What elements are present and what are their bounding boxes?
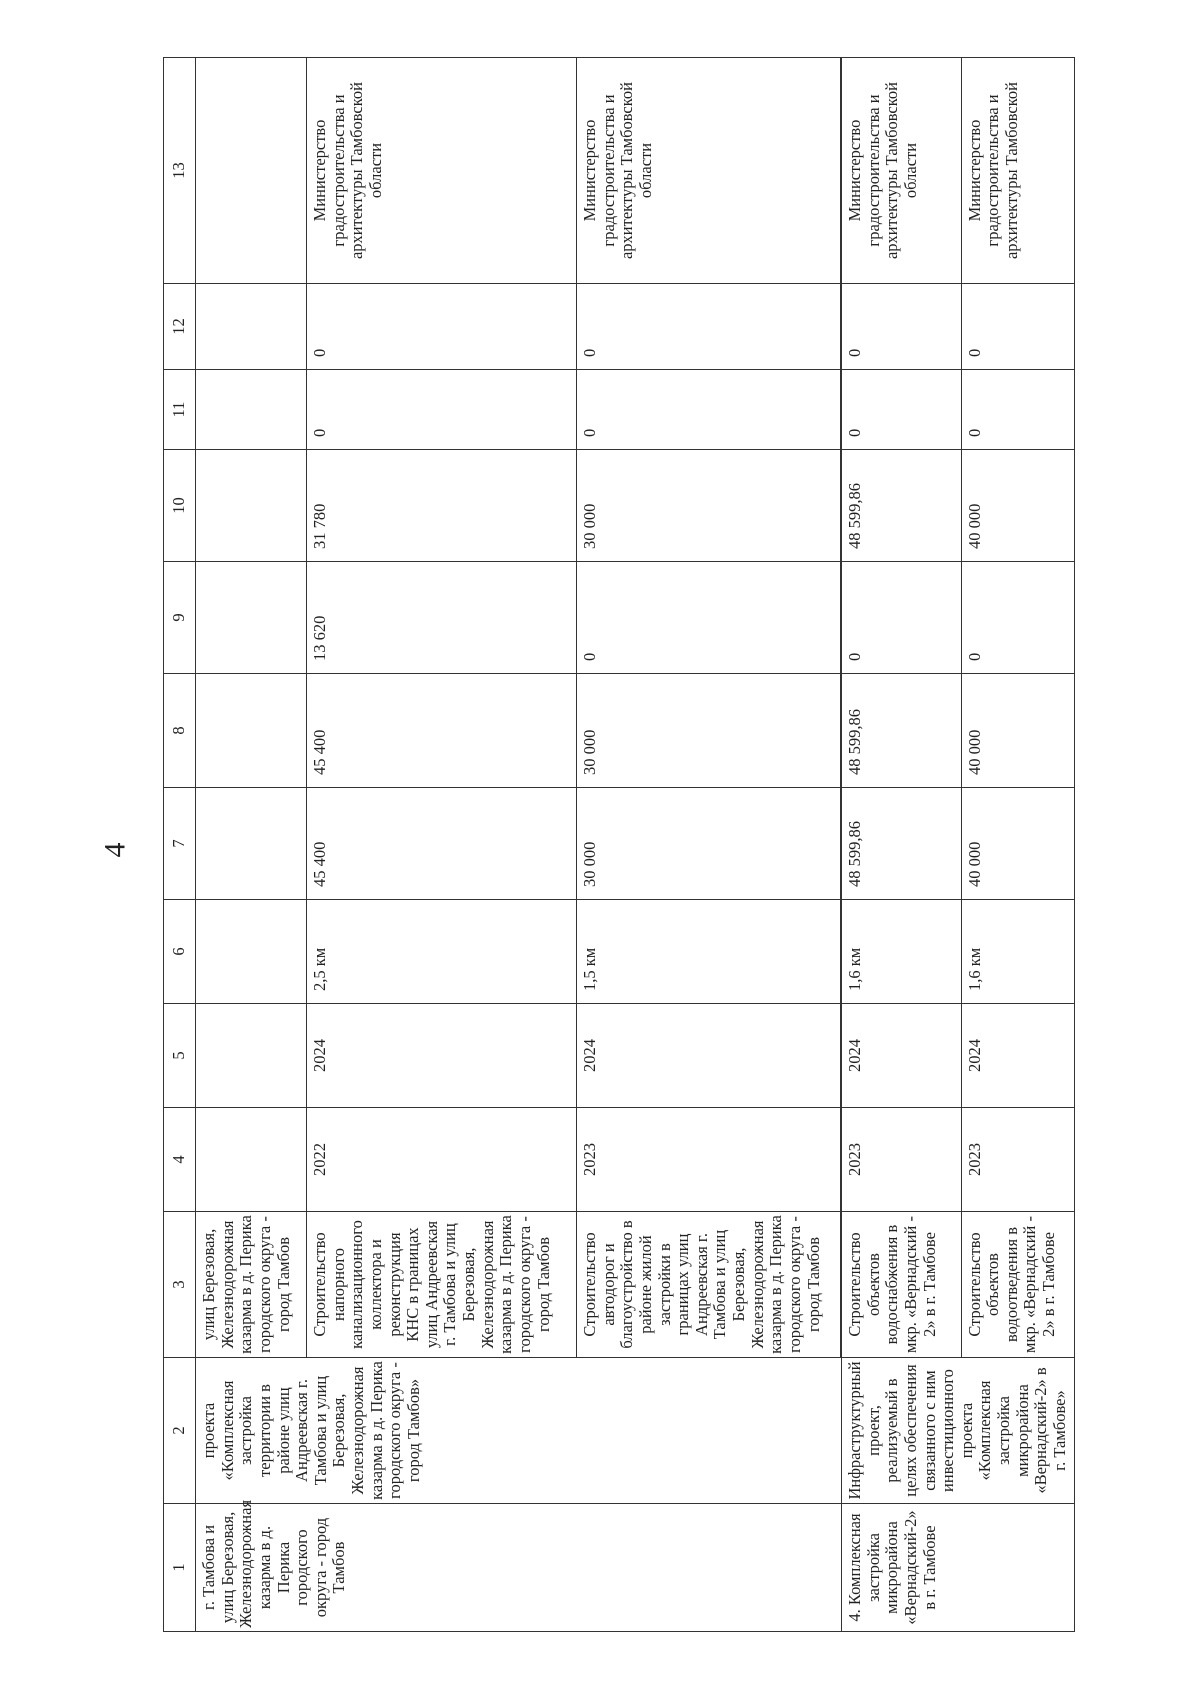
header-cell: 7 (164, 788, 196, 900)
empty-cell (196, 900, 307, 1004)
empty-cell (196, 284, 307, 370)
cost-cell: 0 (577, 284, 841, 370)
cost-cell: 30 000 (577, 674, 841, 788)
cost-cell: 13 620 (307, 562, 577, 674)
start-year-cell: 2022 (307, 1108, 577, 1212)
cost-cell: 0 (577, 370, 841, 450)
project-description-cell: Инфраструктурный проект, реализуемый в целях обеспечения связанного с ним инвестиционного проекта «Комплексная застройка микрорайона «Вернадский-2» в г. Тамбове» (842, 1358, 1075, 1504)
cost-cell: 48 599,86 (842, 450, 962, 562)
start-year-cell: 2023 (577, 1108, 841, 1212)
length-cell: 1,6 км (842, 900, 962, 1004)
total-cost-cell: 40 000 (961, 788, 1074, 900)
responsible-cell: Министерство градостроительства и архитектуры Тамбовской (961, 58, 1074, 284)
table-row (842, 58, 962, 1632)
cost-cell: 0 (842, 284, 962, 370)
header-cell: 9 (164, 562, 196, 674)
length-cell: 1,6 км (961, 900, 1074, 1004)
object-name-cell: улиц Березовая, Железнодорожная казарма в д. Перика городского округа - город Тамбов (196, 1212, 307, 1358)
responsible-cell: Министерство градостроительства и архитектуры Тамбовской области (577, 58, 841, 284)
empty-cell (577, 1358, 842, 1504)
project-location-cell: г. Тамбова и улиц Березовая, Железнодорожная казарма в д. Перика городского округа - город Тамбов (196, 1504, 842, 1632)
cost-cell: 0 (842, 370, 962, 450)
projects-table (163, 57, 1075, 1632)
table-row (577, 58, 841, 1632)
total-cost-cell: 45 400 (307, 788, 577, 900)
total-cost-cell: 48 599,86 (842, 788, 962, 900)
header-cell: 1 (164, 1504, 196, 1632)
cost-cell: 40 000 (961, 450, 1074, 562)
object-name-cell: Строительство напорного канализационного коллектора и реконструкция КНС в границах улиц Андреевская г. Тамбова и улиц Березовая, Железнодорожная казарма в д. Перика городского округа - город Тамбов (307, 1212, 577, 1358)
cost-cell: 0 (961, 370, 1074, 450)
empty-cell (196, 1108, 307, 1212)
empty-cell (196, 1004, 307, 1108)
project-description-cell: проекта «Комплексная застройка территории в районе улиц Андреевская г. Тамбова и улиц Березовая, Железнодорожная казарма в д. Перика городского округа - город Тамбов» (196, 1358, 577, 1504)
cost-cell: 0 (842, 562, 962, 674)
cost-cell: 48 599,86 (842, 674, 962, 788)
end-year-cell: 2024 (842, 1004, 962, 1108)
object-name-cell: Строительство объектов водоотведения в мкр. «Вернадский - 2» в г. Тамбове (961, 1212, 1074, 1358)
cost-cell: 31 780 (307, 450, 577, 562)
length-cell: 1,5 км (577, 900, 841, 1004)
cost-cell: 0 (577, 562, 841, 674)
empty-cell (196, 58, 307, 284)
cost-cell: 30 000 (577, 450, 841, 562)
cost-cell: 0 (961, 562, 1074, 674)
header-cell: 2 (164, 1358, 196, 1504)
length-cell: 2,5 км (307, 900, 577, 1004)
cost-cell: 0 (961, 284, 1074, 370)
end-year-cell: 2024 (577, 1004, 841, 1108)
header-cell: 6 (164, 900, 196, 1004)
rotated-table-container (163, 58, 1129, 1632)
header-cell: 11 (164, 370, 196, 450)
header-cell: 12 (164, 284, 196, 370)
empty-cell (196, 370, 307, 450)
start-year-cell: 2023 (961, 1108, 1074, 1212)
empty-cell (196, 674, 307, 788)
total-cost-cell: 30 000 (577, 788, 841, 900)
object-name-cell: Строительство автодорог и благоустройство в районе жилой застройки в границах улиц Андреевская г. Тамбова и улиц Березовая, Железнодорожная казарма в д. Перика городского округа - город Тамбов (577, 1212, 841, 1358)
start-year-cell: 2023 (842, 1108, 962, 1212)
header-cell: 4 (164, 1108, 196, 1212)
header-cell: 3 (164, 1212, 196, 1358)
table-row (196, 58, 307, 1632)
end-year-cell: 2024 (961, 1004, 1074, 1108)
header-row (164, 58, 196, 1632)
header-cell: 13 (164, 58, 196, 284)
cost-cell: 40 000 (961, 674, 1074, 788)
header-cell: 8 (164, 674, 196, 788)
cost-cell: 0 (307, 284, 577, 370)
page-number: 4 (98, 842, 132, 858)
empty-cell (196, 562, 307, 674)
empty-cell (196, 788, 307, 900)
project-location-cell: 4. Комплексная застройка микрорайона «Вернадский-2» в г. Тамбове (842, 1504, 1075, 1632)
empty-cell (196, 450, 307, 562)
end-year-cell: 2024 (307, 1004, 577, 1108)
responsible-cell: Министерство градостроительства и архитектуры Тамбовской области (307, 58, 577, 284)
header-cell: 5 (164, 1004, 196, 1108)
cost-cell: 0 (307, 370, 577, 450)
object-name-cell: Строительство объектов водоснабжения в мкр. «Вернадский - 2» в г. Тамбове (842, 1212, 962, 1358)
cost-cell: 45 400 (307, 674, 577, 788)
responsible-cell: Министерство градостроительства и архитектуры Тамбовской области (842, 58, 962, 284)
header-cell: 10 (164, 450, 196, 562)
